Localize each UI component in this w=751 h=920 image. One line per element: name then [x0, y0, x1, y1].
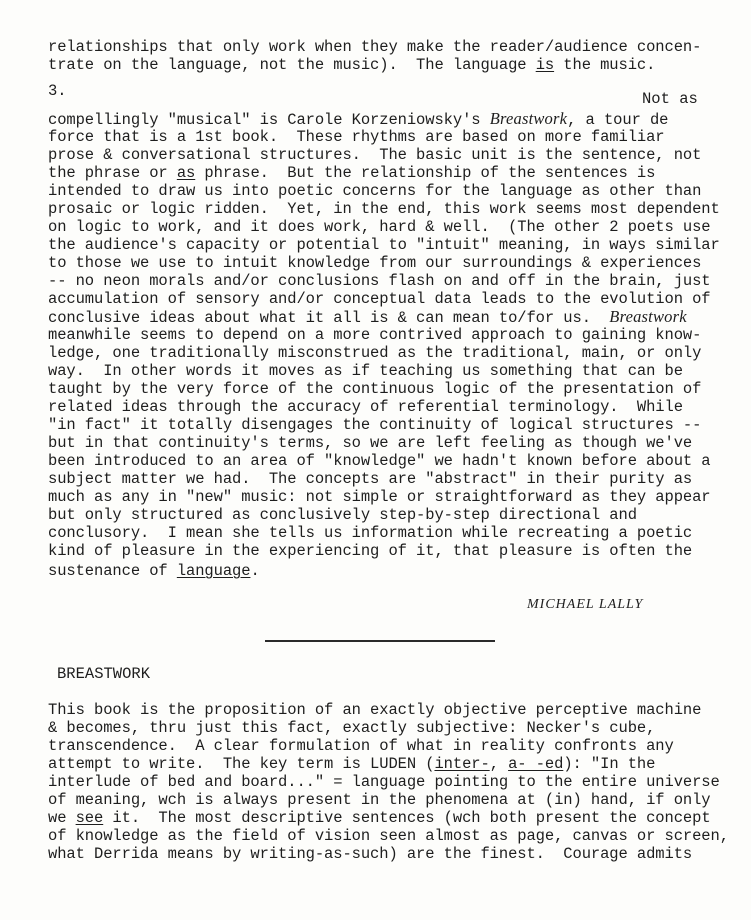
text-fragment: .: [250, 562, 260, 580]
text-line: [48, 110, 668, 129]
text-line: taught by the very force of the continuous logic of the presentation of: [48, 380, 702, 398]
text-line: subject matter we had. The concepts are "abstract" in their purity as: [48, 470, 693, 488]
text-line: [48, 755, 655, 773]
underlined-word: as: [176, 164, 196, 182]
text-fragment: phrase. But the relationship of the sentences is: [195, 164, 656, 182]
text-fragment: Not as: [642, 90, 698, 108]
text-line: been introduced to an area of "knowledge" we hadn't known before about a: [48, 452, 711, 470]
text-fragment: compellingly "musical" is Carole Korzeniowsky's: [48, 111, 490, 129]
text-line: but only structured as conclusively step-by-step directional and: [48, 506, 637, 524]
text-fragment: ,: [489, 755, 509, 773]
text-fragment: attempt to write. The key term is LUDEN (: [48, 755, 435, 773]
text-line: of knowledge as the field of vision seen almost as page, canvas or screen,: [48, 827, 729, 845]
text-line: to those we use to intuit knowledge from our surroundings & experiences: [48, 254, 702, 272]
text-line: interlude of bed and board..." = language pointing to the entire universe: [48, 773, 720, 791]
item-number: 3.: [48, 82, 67, 100]
book-title: Breastwork: [489, 109, 568, 128]
text-line: [48, 809, 711, 827]
text-line: relationships that only work when they make the reader/audience concen-: [48, 38, 702, 56]
text-line: accumulation of sensory and/or conceptual data leads to the evolution of: [48, 290, 711, 308]
section-divider: [265, 640, 495, 642]
text-fragment: sustenance of: [48, 562, 177, 580]
book-title: Breastwork: [609, 307, 687, 326]
text-line: much as any in "new" music: not simple or straightforward as they appear: [48, 488, 711, 506]
section-heading: BREASTWORK: [57, 665, 151, 683]
text-line: of meaning, wch is always present in the phenomena at (in) hand, if only: [48, 791, 711, 809]
text-fragment: , a tour de: [567, 111, 669, 129]
text-line: conclusory. I mean she tells us information while recreating a poetic: [48, 524, 693, 542]
text-line: [48, 308, 687, 327]
text-fragment: it. The most descriptive sentences (wch both present the concept: [103, 809, 711, 827]
text-line: what Derrida means by writing-as-such) are the finest. Courage admits: [48, 845, 693, 863]
text-line: intended to draw us into poetic concerns for the language as other than: [48, 182, 702, 200]
text-line: [48, 164, 655, 182]
text-fragment: conclusive ideas about what it all is & can mean to/for us.: [48, 309, 610, 327]
text-fragment: ): "In the: [563, 755, 656, 773]
text-fragment: we: [48, 809, 76, 827]
text-line: [48, 56, 655, 74]
text-line: but in that continuity's terms, so we are left feeling as though we've: [48, 434, 693, 452]
text-line: prosaic or logic ridden. Yet, in the end, this work seems most dependent: [48, 200, 720, 218]
text-fragment: trate on the language, not the music). The language: [48, 56, 536, 74]
text-line: [48, 562, 260, 580]
text-line: & becomes, thru just this fact, exactly subjective: Necker's cube,: [48, 719, 656, 737]
text-line: meanwhile seems to depend on a more contrived approach to gaining know-: [48, 326, 702, 344]
text-line: force that is a 1st book. These rhythms are based on more familiar: [48, 128, 665, 146]
text-line: on logic to work, and it does work, hard & well. (The other 2 poets use: [48, 218, 711, 236]
text-line: transcendence. A clear formulation of what in reality confronts any: [48, 737, 674, 755]
text-line: way. In other words it moves as if teaching us something that can be: [48, 362, 683, 380]
text-line: -- no neon morals and/or conclusions flash on and off in the brain, just: [48, 272, 711, 290]
text-fragment: the phrase or: [48, 164, 177, 182]
underlined-word: see: [75, 809, 104, 827]
underlined-word: inter-: [434, 755, 490, 773]
text-line: related ideas through the accuracy of referential terminology. While: [48, 398, 683, 416]
text-line: prose & conversational structures. The basic unit is the sentence, not: [48, 146, 702, 164]
text-line: kind of pleasure in the experiencing of it, that pleasure is often the: [48, 542, 693, 560]
underlined-word: a- -ed: [508, 755, 564, 773]
text-line: This book is the proposition of an exactly objective perceptive machine: [48, 701, 702, 719]
text-line: the audience's capacity or potential to "intuit" meaning, in ways similar: [48, 236, 720, 254]
author-signature: MICHAEL LALLY: [527, 597, 644, 612]
underlined-word: language: [176, 562, 251, 580]
text-fragment: the music.: [554, 56, 656, 74]
text-line: "in fact" it totally disengages the continuity of logical structures --: [48, 416, 702, 434]
text-line: ledge, one traditionally misconstrued as the traditional, main, or only: [48, 344, 702, 362]
underlined-word: is: [535, 56, 555, 74]
